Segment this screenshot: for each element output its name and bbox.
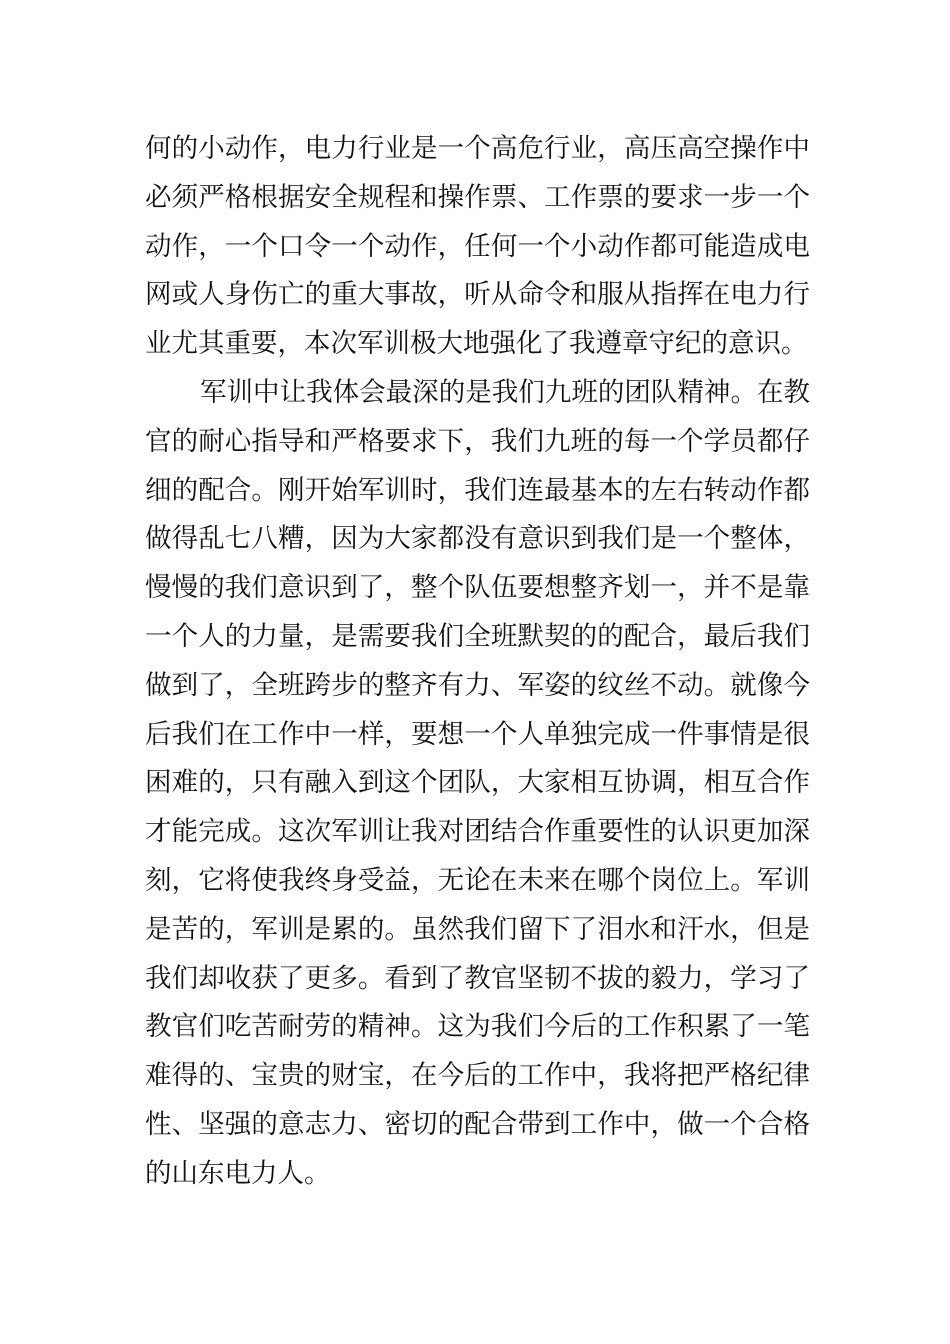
paragraph-2-line-3: 细的配合。刚开始军训时，我们连最基本的左右转动作都	[145, 474, 810, 506]
paragraph-1-line-4: 网或人身伤亡的重大事故，听从命令和服从指挥在电力行	[145, 279, 810, 311]
body-text	[145, 125, 810, 1199]
paragraph-2-line-11: 刻，它将使我终身受益，无论在未来在哪个岗位上。军训	[145, 864, 810, 896]
paragraph-2-line-10: 才能完成。这次军训让我对团结合作重要性的认识更加深	[145, 816, 810, 848]
paragraph-2-line-12: 是苦的，军训是累的。虽然我们留下了泪水和汗水，但是	[145, 913, 810, 945]
paragraph-1-line-3: 动作，一个口令一个动作，任何一个小动作都可能造成电	[145, 230, 810, 262]
paragraph-2-line-9: 困难的，只有融入到这个团队，大家相互协调，相互合作	[145, 767, 810, 799]
paragraph-2-line-17: 的山东电力人。	[145, 1157, 331, 1189]
paragraph-2-line-13: 我们却收获了更多。看到了教官坚韧不拔的毅力，学习了	[145, 962, 810, 994]
paragraph-2-line-6: 一个人的力量，是需要我们全班默契的的配合，最后我们	[145, 620, 810, 652]
paragraph-2-line-8: 后我们在工作中一样，要想一个人单独完成一件事情是很	[145, 718, 810, 750]
paragraph-2-line-1: 军训中让我体会最深的是我们九班的团队精神。在教	[200, 376, 810, 408]
paragraph-2-line-7: 做到了，全班跨步的整齐有力、军姿的纹丝不动。就像今	[145, 669, 810, 701]
paragraph-2-line-16: 性、坚强的意志力、密切的配合带到工作中，做一个合格	[145, 1108, 810, 1140]
paragraph-2-line-5: 慢慢的我们意识到了，整个队伍要想整齐划一，并不是靠	[145, 572, 810, 604]
paragraph-2-line-2: 官的耐心指导和严格要求下，我们九班的每一个学员都仔	[145, 425, 810, 457]
paragraph-2-line-15: 难得的、宝贵的财宝，在今后的工作中，我将把严格纪律	[145, 1060, 810, 1092]
paragraph-1-line-2: 必须严格根据安全规程和操作票、工作票的要求一步一个	[145, 181, 810, 213]
paragraph-2-line-4: 做得乱七八糟，因为大家都没有意识到我们是一个整体，	[145, 523, 810, 555]
paragraph-2-line-14: 教官们吃苦耐劳的精神。这为我们今后的工作积累了一笔	[145, 1011, 810, 1043]
paragraph-1-line-5: 业尤其重要，本次军训极大地强化了我遵章守纪的意识。	[145, 328, 808, 360]
paragraph-1-line-1: 何的小动作，电力行业是一个高危行业，高压高空操作中	[145, 133, 810, 164]
